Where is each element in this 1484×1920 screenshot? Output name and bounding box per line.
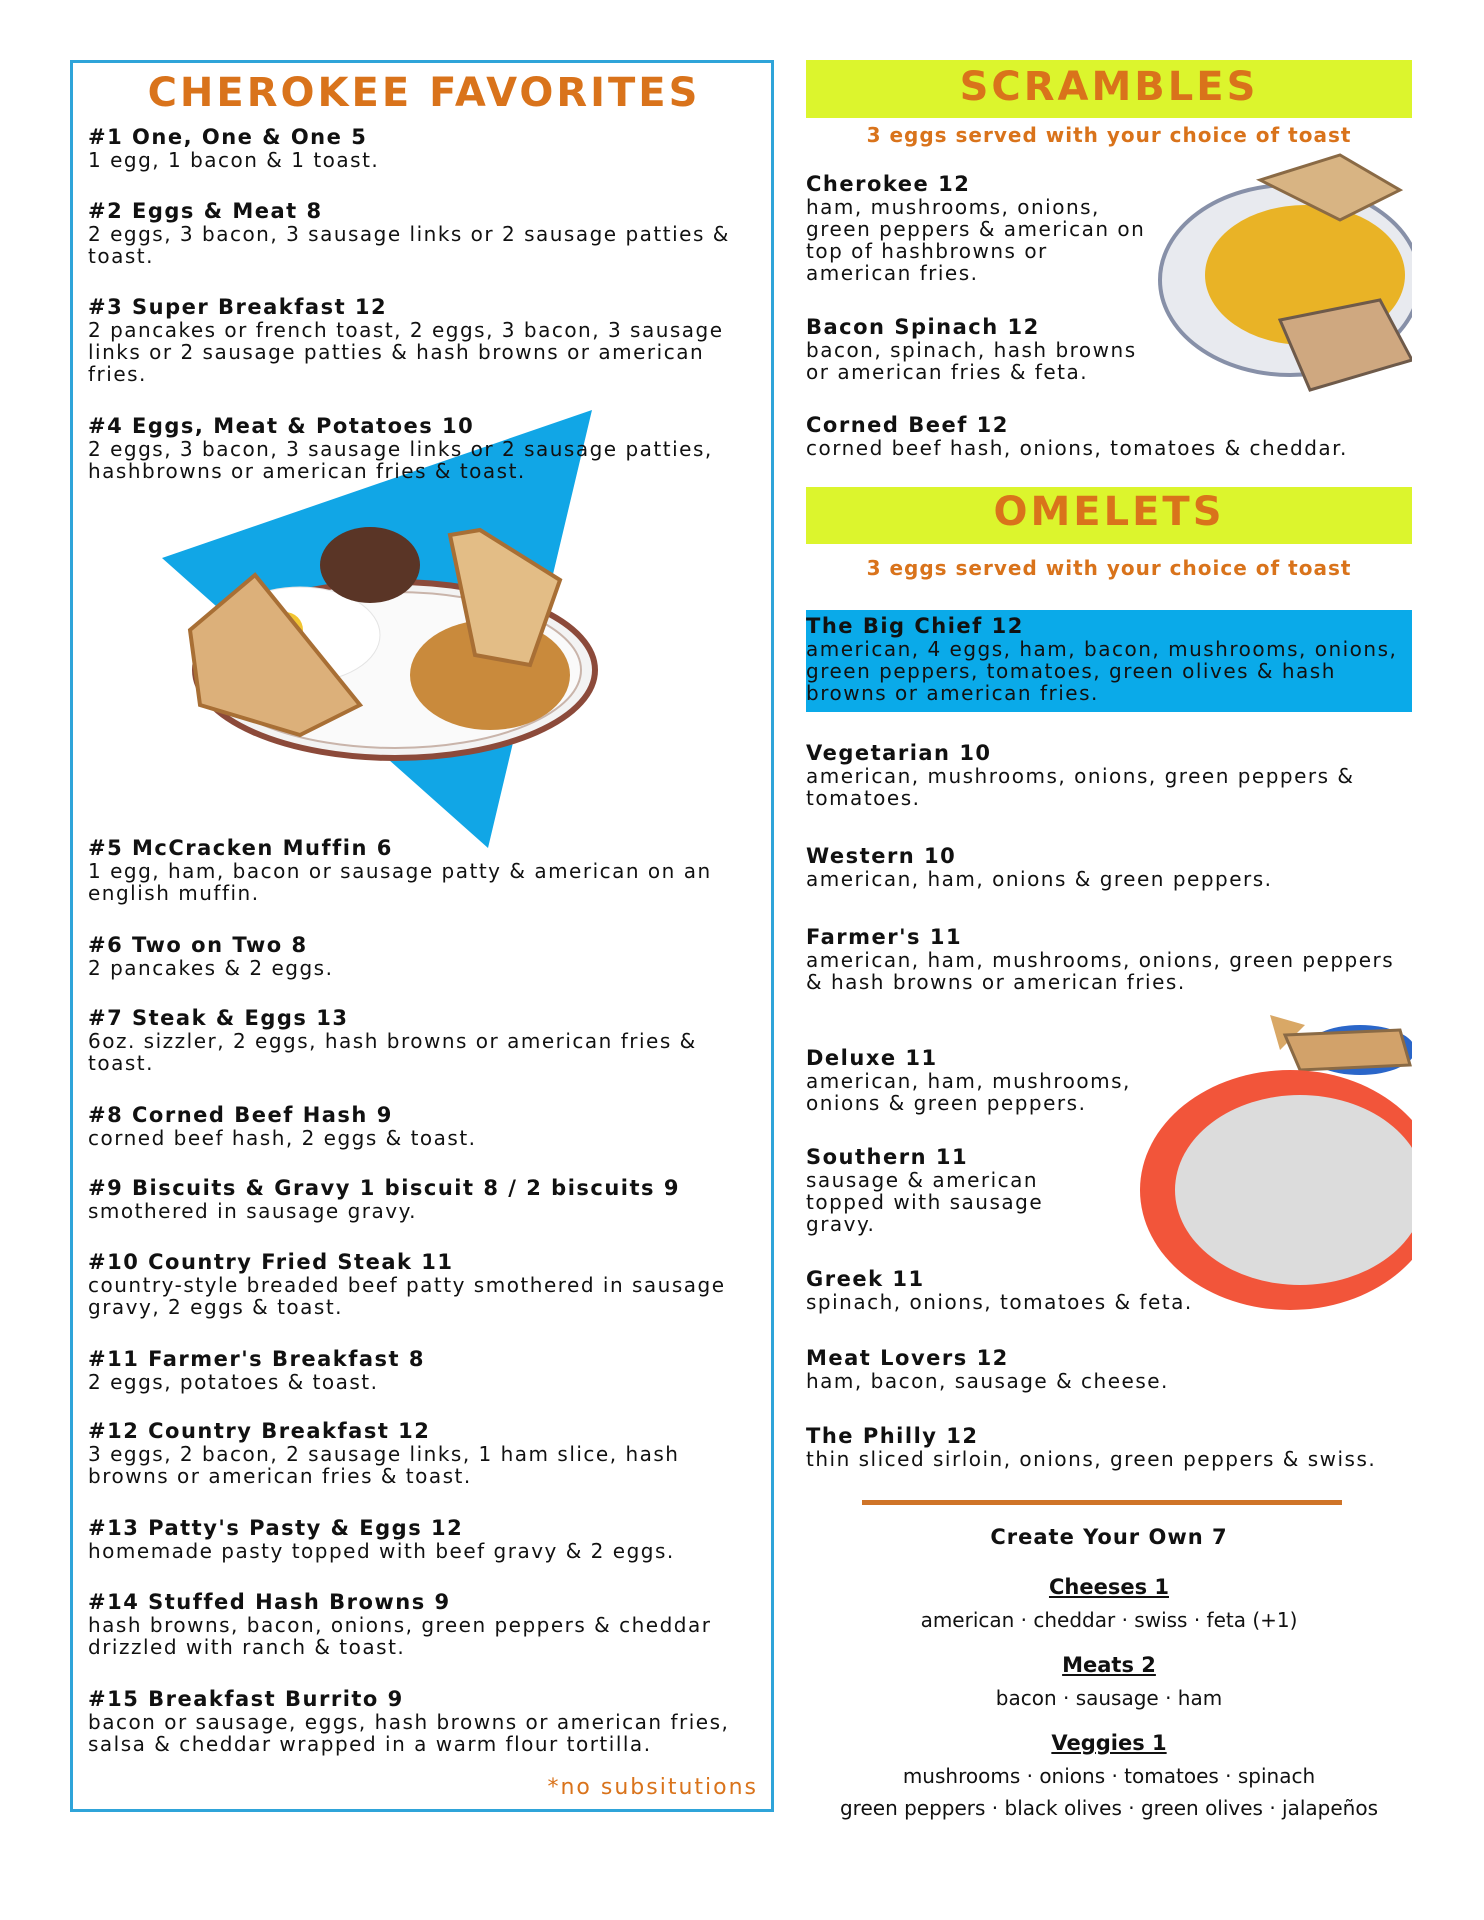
veggies-heading: Veggies 1 — [1051, 1731, 1167, 1755]
item-desc: corned beef hash, onions, tomatoes & cheddar. — [806, 436, 1348, 460]
item-title: #9 Biscuits & Gravy 1 biscuit 8 / 2 biscuits 9 — [88, 1176, 680, 1200]
cheeses-heading: Cheeses 1 — [1048, 1575, 1169, 1599]
item-title: Southern 11 — [806, 1145, 969, 1169]
item-desc: smothered in sausage gravy. — [88, 1199, 417, 1223]
menu-item — [806, 1424, 1412, 1470]
item-desc: 3 eggs, 2 bacon, 2 sausage links, 1 ham slice, hash browns or american fries & toast. — [88, 1442, 680, 1488]
item-title: #2 Eggs & Meat 8 — [88, 199, 323, 223]
item-desc: american, ham, mushrooms, onions & green peppers. — [806, 1069, 1131, 1115]
scrambles-title: SCRAMBLES — [959, 64, 1259, 110]
item-desc: 2 eggs, potatoes & toast. — [88, 1370, 379, 1394]
item-desc: bacon or sausage, eggs, hash browns or american fries, salsa & cheddar wrapped in a warm flour tortilla. — [88, 1710, 730, 1756]
menu-item — [806, 172, 1146, 284]
item-title: #11 Farmer's Breakfast 8 — [88, 1347, 426, 1371]
menu-item — [88, 1516, 748, 1562]
item-desc: corned beef hash, 2 eggs & toast. — [88, 1126, 477, 1150]
menu-item — [88, 1687, 748, 1755]
menu-item — [88, 1103, 748, 1149]
item-desc: 1 egg, ham, bacon or sausage patty & american on an english muffin. — [88, 859, 712, 905]
menu-item — [806, 1145, 1066, 1235]
menu-item — [806, 315, 1166, 383]
item-title: #1 One, One & One 5 — [88, 125, 368, 149]
menu-item — [806, 741, 1412, 809]
menu-item — [88, 933, 748, 979]
menu-item — [806, 844, 1412, 890]
menu-item — [806, 1046, 1166, 1114]
item-title: #7 Steak & Eggs 13 — [88, 1006, 349, 1030]
menu-item — [806, 614, 1412, 704]
menu-item — [88, 836, 748, 904]
item-desc: 2 eggs, 3 bacon, 3 sausage links or 2 sausage patties, hashbrowns or american fries & toast. — [88, 437, 713, 483]
item-desc: sausage & american topped with sausage gravy. — [806, 1168, 1044, 1236]
menu-item — [806, 413, 1412, 459]
scramble-plate-image — [1140, 150, 1412, 405]
item-title: #3 Super Breakfast 12 — [88, 295, 388, 319]
veggies-list-line1: mushrooms · onions · tomatoes · spinach — [902, 1764, 1316, 1788]
menu-item — [88, 1590, 748, 1658]
item-desc: homemade pasty topped with beef gravy & 2 eggs. — [88, 1539, 675, 1563]
create-your-own-title: Create Your Own 7 — [990, 1525, 1228, 1549]
item-desc: country-style breaded beef patty smothered in sausage gravy, 2 eggs & toast. — [88, 1273, 726, 1319]
item-desc: ham, mushrooms, onions, green peppers & american on top of hashbrowns or american fries. — [806, 195, 1146, 285]
cheeses-list: american · cheddar · swiss · feta (+1) — [920, 1608, 1298, 1632]
item-title: #8 Corned Beef Hash 9 — [88, 1103, 393, 1127]
item-title: Meat Lovers 12 — [806, 1346, 1009, 1370]
no-substitutions-note: *no subsitutions — [547, 1775, 758, 1800]
item-desc: ham, bacon, sausage & cheese. — [806, 1369, 1169, 1393]
item-title: Cherokee 12 — [806, 172, 971, 196]
item-desc: american, mushrooms, onions, green peppers & tomatoes. — [806, 764, 1355, 810]
menu-item — [88, 1419, 748, 1487]
sausage-patty-shape — [320, 527, 420, 603]
menu-item — [88, 1347, 748, 1393]
veggies-list-line2: green peppers · black olives · green olives · jalapeños — [839, 1796, 1379, 1820]
menu-item — [88, 295, 748, 385]
menu-item — [806, 1346, 1412, 1392]
item-title: Corned Beef 12 — [806, 413, 1009, 437]
menu-item — [88, 1006, 748, 1074]
menu-item — [806, 1267, 1412, 1313]
item-title: #6 Two on Two 8 — [88, 933, 308, 957]
item-desc: american, 4 eggs, ham, bacon, mushrooms, onions, green peppers, tomatoes, green olives & hash browns or american fries. — [806, 637, 1398, 705]
item-title: Deluxe 11 — [806, 1046, 938, 1070]
item-desc: 6oz. sizzler, 2 eggs, hash browns or american fries & toast. — [88, 1029, 697, 1075]
item-desc: thin sliced sirloin, onions, green peppers & swiss. — [806, 1447, 1377, 1471]
item-title: Bacon Spinach 12 — [806, 315, 1040, 339]
item-desc: hash browns, bacon, onions, green peppers & cheddar drizzled with ranch & toast. — [88, 1613, 712, 1659]
item-desc: american, ham, onions & green peppers. — [806, 867, 1273, 891]
item-title: Greek 11 — [806, 1267, 925, 1291]
item-desc: 1 egg, 1 bacon & 1 toast. — [88, 148, 380, 172]
item-title: The Philly 12 — [806, 1424, 979, 1448]
menu-item — [88, 1250, 748, 1318]
meats-list: bacon · sausage · ham — [995, 1686, 1223, 1710]
item-title: The Big Chief 12 — [806, 614, 1024, 638]
scrambles-subtitle: 3 eggs served with your choice of toast — [866, 123, 1352, 147]
item-title: #14 Stuffed Hash Browns 9 — [88, 1590, 451, 1614]
favorites-title: CHEROKEE FAVORITES — [147, 70, 701, 116]
item-desc: bacon, spinach, hash browns or american fries & feta. — [806, 338, 1137, 384]
item-title: #5 McCracken Muffin 6 — [88, 836, 393, 860]
menu-item — [806, 925, 1412, 993]
item-title: #12 Country Breakfast 12 — [88, 1419, 431, 1443]
omelets-title: OMELETS — [993, 489, 1225, 535]
menu-item — [88, 414, 748, 482]
menu-item — [88, 199, 748, 267]
menu-item — [88, 1176, 748, 1222]
item-desc: 2 eggs, 3 bacon, 3 sausage links or 2 sausage patties & toast. — [88, 222, 730, 268]
item-title: Farmer's 11 — [806, 925, 963, 949]
item-desc: 2 pancakes or french toast, 2 eggs, 3 bacon, 3 sausage links or 2 sausage patties & hash browns or american fries. — [88, 318, 724, 386]
item-title: Vegetarian 10 — [806, 741, 992, 765]
item-title: #4 Eggs, Meat & Potatoes 10 — [88, 414, 475, 438]
item-desc: american, ham, mushrooms, onions, green peppers & hash browns or american fries. — [806, 948, 1395, 994]
menu-item — [88, 125, 748, 171]
item-title: #10 Country Fried Steak 11 — [88, 1250, 454, 1274]
omelets-subtitle: 3 eggs served with your choice of toast — [866, 556, 1352, 580]
item-title: #15 Breakfast Burrito 9 — [88, 1687, 404, 1711]
item-title: #13 Patty's Pasty & Eggs 12 — [88, 1516, 464, 1540]
section-divider — [862, 1500, 1342, 1505]
item-desc: 2 pancakes & 2 eggs. — [88, 956, 334, 980]
item-desc: spinach, onions, tomatoes & feta. — [806, 1290, 1193, 1314]
omelet-plate-image — [1130, 1005, 1412, 1310]
meats-heading: Meats 2 — [1062, 1653, 1156, 1677]
item-title: Western 10 — [806, 844, 957, 868]
